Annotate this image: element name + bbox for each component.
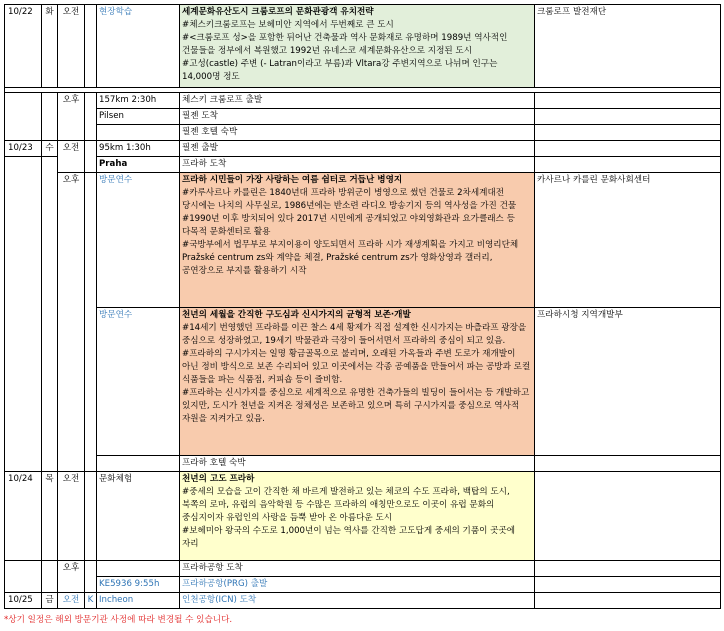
transport-cell: Pilsen: [97, 109, 180, 125]
program-title: 세계문화유산도시 크룸로프의 문화관광객 유치전략: [182, 7, 374, 17]
table-row: [5, 593, 721, 609]
weekday-cell: [42, 308, 58, 456]
organization-cell: [535, 577, 721, 593]
program-cell: [180, 308, 535, 456]
program-line: #보헤미아 왕국의 수도로 1,000년이 넘는 역사를 간직한 고도답게 중세의 기품이 곳곳에 자리: [182, 526, 516, 549]
marker-cell: [85, 561, 97, 593]
activity-type-cell: 방문연수: [97, 308, 180, 456]
program-title: 천년의 고도 프라하: [182, 474, 255, 484]
weekday-cell: [42, 157, 58, 173]
period-cell: 오전: [58, 5, 85, 88]
organization-cell: [535, 93, 721, 109]
program-cell: [180, 5, 535, 88]
organization-cell: [535, 456, 721, 472]
program-cell: [180, 173, 535, 308]
marker-cell: [85, 5, 97, 88]
period-cell: 오전: [58, 141, 85, 173]
date-cell: 10/25: [5, 593, 42, 609]
weekday-cell: [42, 561, 58, 577]
organization-cell: [535, 157, 721, 173]
date-cell: [5, 93, 42, 109]
period-cell: 오전: [58, 472, 85, 561]
marker-cell: [85, 93, 97, 141]
table-row: [5, 125, 721, 141]
program-cell: 인천공항(ICN) 도착: [180, 593, 535, 609]
organization-cell: [535, 109, 721, 125]
table-row: [5, 561, 721, 577]
organization-cell: 카사르나 카를린 문화사회센터: [535, 173, 721, 308]
program-line: #체스키크룸로프는 보헤미안 지역에서 두번째로 큰 도시: [182, 20, 394, 30]
marker-cell: K: [85, 593, 97, 609]
program-line: #14세기 번영했던 프라하를 이끈 찰스 4세 황제가 직접 설계한 신시가지는 바츨라프 광장을 중심으로 성장하였고, 19세기 박물관과 극장이 들어서면서 프라하의 중심이 되고 있음.: [182, 323, 527, 346]
organization-cell: [535, 593, 721, 609]
date-cell: [5, 125, 42, 141]
period-cell: 오후: [58, 93, 85, 141]
date-cell: 10/23: [5, 141, 42, 157]
transport-cell: [97, 125, 180, 141]
marker-cell: [85, 141, 97, 173]
organization-cell: [535, 141, 721, 157]
table-row: [5, 456, 721, 472]
table-row: [5, 93, 721, 109]
date-cell: [5, 456, 42, 472]
marker-cell: [85, 173, 97, 472]
weekday-cell: 목: [42, 472, 58, 561]
table-row: [5, 308, 721, 456]
date-cell: [5, 109, 42, 125]
table-row: [5, 173, 721, 308]
weekday-cell: 금: [42, 593, 58, 609]
footnote: *상기 일정은 해외 방문기관 사정에 따라 변경될 수 있습니다.: [4, 615, 233, 625]
program-line: #프라하는 신시가지를 중심으로 세계적으로 유명한 건축가들의 빌딩이 들어서는 등 개발하고 있지만, 도시가 천년을 지켜온 정체성은 보존하고 있으며 특히 구시가지를 중심으로 역사적 자원을 지켜가고 있음.: [182, 388, 530, 424]
table-row: [5, 472, 721, 561]
transport-cell: [97, 561, 180, 577]
program-line: #고성(castle) 주변 (- Latran이라고 부름)과 Vltara강 주변지역으로 나뉘며 인구는 14,000명 정도: [182, 59, 498, 82]
program-cell: 프라하공항 도착: [180, 561, 535, 577]
program-cell: [180, 472, 535, 561]
weekday-cell: 화: [42, 5, 58, 88]
period-cell: 오전: [58, 593, 85, 609]
organization-cell: [535, 472, 721, 561]
program-cell: 필젠 출발: [180, 141, 535, 157]
table-row: [5, 157, 721, 173]
date-cell: 10/24: [5, 472, 42, 561]
organization-cell: [535, 125, 721, 141]
weekday-cell: [42, 109, 58, 125]
activity-type-cell: 현장학습: [97, 5, 180, 88]
activity-type-cell: 문화체험: [97, 472, 180, 561]
program-title: 프라하 시민들이 가장 사랑하는 여름 쉼터로 거듭난 병영지: [182, 175, 403, 185]
itinerary-table: [4, 4, 721, 609]
organization-cell: [535, 561, 721, 577]
table-row: [5, 141, 721, 157]
weekday-cell: [42, 173, 58, 308]
program-cell: 체스키 크룸로프 출발: [180, 93, 535, 109]
program-line: #1990년 이후 방치되어 있다 2017년 시민에게 공개되었고 야외영화관과 요가클래스 등 다목적 문화센터로 활용: [182, 214, 515, 237]
program-cell: 필젠 도착: [180, 109, 535, 125]
date-cell: [5, 561, 42, 577]
transport-cell: KE5936 9:55h: [97, 577, 180, 593]
program-title: 천년의 세월을 간직한 구도심과 신시가지의 균형적 보존·개발: [182, 310, 411, 320]
weekday-cell: [42, 125, 58, 141]
table-row: [5, 5, 721, 88]
period-cell: 오후: [58, 561, 85, 593]
activity-type-cell: 방문연수: [97, 173, 180, 308]
organization-cell: 프라하시청 지역개발부: [535, 308, 721, 456]
weekday-cell: [42, 577, 58, 593]
program-line: #중세의 모습을 고이 간직한 채 바르게 발전하고 있는 체코의 수도 프라하, 백탑의 도시, 북쪽의 로마, 유럽의 음악학원 등 수많은 프라하의 애칭만으로도 이곳이 유럽 문화의 중심지이자 유럽인의 사랑을 듬뿍 받아 온 아름다운 도시: [182, 487, 510, 523]
weekday-cell: [42, 93, 58, 109]
table-row: [5, 577, 721, 593]
program-line: #카루사르나 카를린은 1840년대 프라하 방위군이 병영으로 썼던 건물로 2차세계대전 당시에는 나치의 사무실로, 1986년에는 반소련 라디오 방송기지 등의 역사성을 가진 건물: [182, 188, 517, 211]
program-line: #국방부에서 법무부로 부지이용이 양도되면서 프라하 시가 재생계획을 가지고 비영리단체 Pražské centrum zs와 계약을 체결, Pražské centrum zs가 영화상영과 갤러리, 공연장으로 부지를 활용하기 시작: [182, 240, 519, 276]
itinerary-sheet: [4, 4, 720, 609]
period-cell: 오후: [58, 173, 85, 472]
organization-cell: 크룸로프 발전재단: [535, 5, 721, 88]
transport-cell: 95km 1:30h: [97, 141, 180, 157]
weekday-cell: [42, 456, 58, 472]
transport-cell: [97, 456, 180, 472]
program-line: #프라하의 구시가지는 일명 황금골목으로 불리며, 오래된 가옥들과 주변 도로가 재개발이 아닌 정비 방식으로 보존 수리되어 있고 이곳에서는 각종 공예품을 만들어서 파는 공방과 로컬 식품들을 파는 식품점, 커피숍 등이 즐비함.: [182, 349, 531, 385]
date-cell: [5, 308, 42, 456]
transport-cell: Praha: [97, 157, 180, 173]
date-cell: [5, 157, 42, 173]
program-cell: 프라하 호텔 숙박: [180, 456, 535, 472]
transport-cell: 157km 2:30h: [97, 93, 180, 109]
table-row: [5, 109, 721, 125]
transport-cell: Incheon: [97, 593, 180, 609]
program-cell: 프라하 도착: [180, 157, 535, 173]
date-cell: 10/22: [5, 5, 42, 88]
marker-cell: [85, 472, 97, 561]
date-cell: [5, 577, 42, 593]
program-line: #<크룸로프 성>을 포함한 뒤어난 건축물과 역사 문화재로 유명하며 1989년 역사적인 건물들을 정부에서 복원했고 1992년 유네스코 세계문화유산으로 지정된 도시: [182, 33, 508, 56]
program-cell: 프라하공항(PRG) 출발: [180, 577, 535, 593]
program-cell: 필젠 호텔 숙박: [180, 125, 535, 141]
date-cell: [5, 173, 42, 308]
weekday-cell: 수: [42, 141, 58, 157]
